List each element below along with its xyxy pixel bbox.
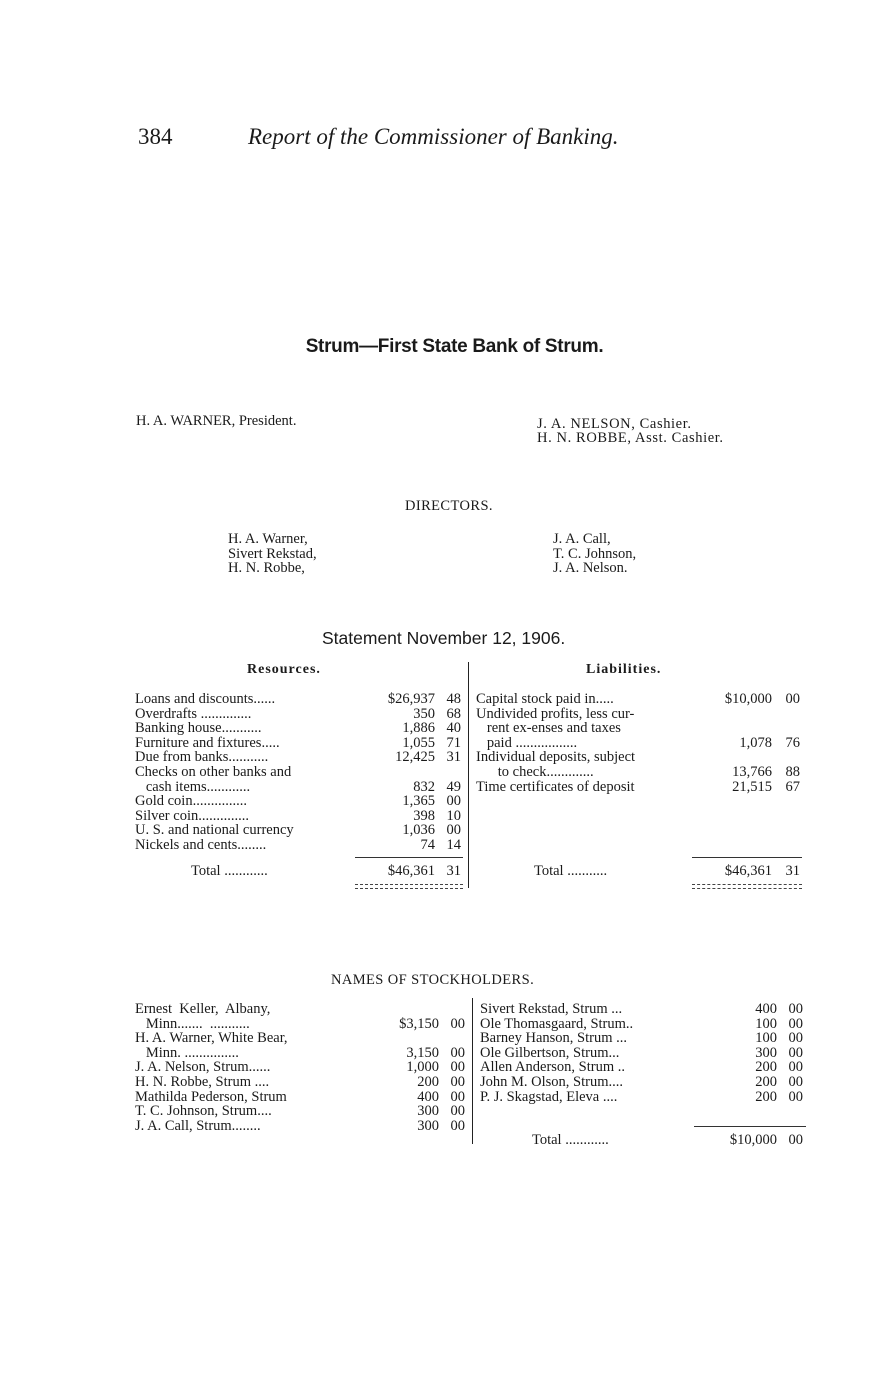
row-label: Ole Gilbertson, Strum... <box>480 1044 620 1061</box>
statement-title: Statement November 12, 1906. <box>322 628 566 648</box>
row-amount: 832 <box>413 778 435 795</box>
liability-row <box>476 721 806 736</box>
row-amount: $46,361 <box>724 863 772 879</box>
row-cents: 00 <box>446 822 461 839</box>
row-label: J. A. Call, Strum........ <box>135 1117 261 1134</box>
row-label: Silver coin.............. <box>135 807 249 824</box>
liability-row <box>476 750 806 765</box>
row-cents: 14 <box>446 836 461 853</box>
row-amount: $10,000 <box>729 1132 777 1148</box>
row-label: H. A. Warner, White Bear, <box>135 1030 288 1047</box>
row-amount: $26,937 <box>387 691 435 707</box>
liability-row <box>476 707 806 722</box>
liability-row <box>476 736 806 751</box>
row-label: Gold coin............... <box>135 793 247 810</box>
total-row <box>480 1133 807 1148</box>
asst-cashier-line: H. N. ROBBE, Asst. Cashier. <box>537 430 724 446</box>
stockholder-row <box>135 1104 469 1119</box>
row-amount: 300 <box>755 1044 777 1061</box>
row-cents: 00 <box>450 1088 465 1105</box>
directors-heading: DIRECTORS. <box>405 498 493 514</box>
page-number: 384 <box>138 124 173 149</box>
row-cents: 31 <box>446 749 461 766</box>
row-cents: 71 <box>446 734 461 751</box>
row-label: Ernest Keller, Albany, <box>135 1001 271 1017</box>
liabilities-total <box>476 864 806 879</box>
row-label: Allen Anderson, Strum .. <box>480 1059 625 1076</box>
row-cents: 68 <box>446 705 461 722</box>
directors-left <box>228 532 317 576</box>
row-cents: 00 <box>450 1117 465 1134</box>
row-label: Barney Hanson, Strum ... <box>480 1030 627 1047</box>
row-label: Furniture and fixtures..... <box>135 734 280 751</box>
row-amount: $3,150 <box>399 1015 439 1032</box>
row-cents: 67 <box>785 778 800 795</box>
row-amount: 400 <box>755 1001 777 1017</box>
row-amount: 400 <box>417 1088 439 1105</box>
row-amount: 100 <box>755 1030 777 1047</box>
row-label: Overdrafts .............. <box>135 705 252 722</box>
liabilities-double-rule <box>692 888 802 889</box>
row-amount: 1,000 <box>406 1059 439 1076</box>
row-cents: 00 <box>788 1001 803 1017</box>
director-name: H. A. Warner, <box>228 531 308 547</box>
resources-total <box>135 864 465 879</box>
resource-row <box>135 707 465 722</box>
resource-row <box>135 721 465 736</box>
row-cents: 00 <box>785 691 800 707</box>
row-cents: 00 <box>788 1059 803 1076</box>
row-cents: 31 <box>446 863 461 879</box>
row-label: Total ............ <box>532 1132 609 1148</box>
row-label: Loans and discounts...... <box>135 691 276 707</box>
director-name: Sivert Rekstad, <box>228 545 317 562</box>
row-amount: $10,000 <box>724 691 772 707</box>
row-cents: 76 <box>785 734 800 751</box>
row-amount: 200 <box>755 1073 777 1090</box>
row-label: Individual deposits, subject <box>476 749 636 766</box>
resources-list <box>135 692 465 853</box>
row-label: Time certificates of deposit <box>476 778 635 795</box>
row-amount: 1,365 <box>402 793 435 810</box>
resources-heading: Resources. <box>247 662 321 677</box>
stockholder-row <box>480 1046 807 1061</box>
resource-row <box>135 736 465 751</box>
resource-row <box>135 765 465 780</box>
stockholder-row <box>135 1119 469 1134</box>
row-label: Capital stock paid in..... <box>476 691 614 707</box>
row-amount: 12,425 <box>395 749 435 766</box>
row-cents: 00 <box>788 1132 803 1148</box>
row-amount: 1,078 <box>739 734 772 751</box>
row-amount: 398 <box>413 807 435 824</box>
row-cents: 00 <box>788 1015 803 1032</box>
stockholder-row <box>480 1017 807 1032</box>
row-label: H. N. Robbe, Strum .... <box>135 1073 270 1090</box>
row-cents: 00 <box>788 1073 803 1090</box>
stockholder-row <box>135 1060 469 1075</box>
liabilities-double-rule <box>692 884 802 885</box>
row-amount: 1,886 <box>402 720 435 737</box>
director-name: J. A. Call, <box>553 531 611 547</box>
row-cents: 49 <box>446 778 461 795</box>
liabilities-heading: Liabilities. <box>586 662 662 677</box>
stockholders-heading: NAMES OF STOCKHOLDERS. <box>331 972 535 988</box>
resources-total-rule <box>355 857 463 858</box>
row-label: Minn....... ........... <box>135 1015 250 1032</box>
row-label: paid ................. <box>476 734 578 751</box>
liability-row <box>476 765 806 780</box>
stockholders-total-rule <box>694 1126 806 1127</box>
total-row <box>476 864 806 879</box>
row-label: U. S. and national currency <box>135 822 294 839</box>
row-label: rent ex-enses and taxes <box>476 720 621 737</box>
row-label: Sivert Rekstad, Strum ... <box>480 1001 623 1017</box>
stockholder-row <box>135 1090 469 1105</box>
stockholder-row <box>480 1090 807 1105</box>
row-amount: 1,036 <box>402 822 435 839</box>
row-cents: 48 <box>446 691 461 707</box>
stockholder-row <box>480 1002 807 1017</box>
liability-row <box>476 780 806 795</box>
director-name: T. C. Johnson, <box>553 545 637 562</box>
row-cents: 00 <box>788 1044 803 1061</box>
row-amount: 74 <box>420 836 435 853</box>
resources-double-rule <box>355 884 463 885</box>
row-amount: 200 <box>417 1073 439 1090</box>
row-cents: 31 <box>785 863 800 879</box>
row-label: Mathilda Pederson, Strum <box>135 1088 287 1105</box>
cashier-line: J. A. NELSON, Cashier. <box>537 416 692 432</box>
row-amount: 300 <box>417 1117 439 1134</box>
row-amount: 1,055 <box>402 734 435 751</box>
row-amount: 13,766 <box>732 763 772 780</box>
row-cents: 10 <box>446 807 461 824</box>
resource-row <box>135 823 465 838</box>
row-cents: 00 <box>446 793 461 810</box>
stockholders-total <box>480 1133 807 1148</box>
row-label: John M. Olson, Strum.... <box>480 1073 624 1090</box>
director-name: J. A. Nelson. <box>553 560 628 577</box>
stockholder-row <box>135 1075 469 1090</box>
row-cents: 40 <box>446 720 461 737</box>
bank-title: Strum—First State Bank of Strum. <box>305 336 604 357</box>
row-label: cash items............ <box>135 778 251 795</box>
resources-double-rule <box>355 888 463 889</box>
stockholder-row <box>480 1060 807 1075</box>
row-label: Total ............ <box>191 863 268 879</box>
row-amount: 3,150 <box>406 1044 439 1061</box>
row-cents: 00 <box>788 1088 803 1105</box>
row-amount: 200 <box>755 1088 777 1105</box>
stockholder-row <box>135 1002 469 1017</box>
stockholders-right <box>480 1002 807 1104</box>
row-label: Checks on other banks and <box>135 763 292 780</box>
row-cents: 00 <box>450 1103 465 1120</box>
stockholder-row <box>480 1031 807 1046</box>
row-label: Due from banks........... <box>135 749 269 766</box>
total-row <box>135 864 465 879</box>
stockholder-row <box>135 1031 469 1046</box>
running-title: Report of the Commissioner of Banking. <box>248 124 619 149</box>
stockholders-divider <box>472 998 473 1144</box>
liabilities-total-rule <box>692 857 802 858</box>
resource-row <box>135 794 465 809</box>
row-label: Total ........... <box>534 863 608 879</box>
row-cents: 00 <box>450 1059 465 1076</box>
row-label: to check............. <box>476 763 594 780</box>
stockholders-left <box>135 1002 469 1133</box>
row-cents: 00 <box>450 1073 465 1090</box>
resource-row <box>135 750 465 765</box>
stockholder-row <box>480 1075 807 1090</box>
row-label: J. A. Nelson, Strum...... <box>135 1059 271 1076</box>
row-cents: 00 <box>450 1015 465 1032</box>
row-label: Banking house........... <box>135 720 262 737</box>
row-label: P. J. Skagstad, Eleva .... <box>480 1088 618 1105</box>
row-label: Ole Thomasgaard, Strum.. <box>480 1015 634 1032</box>
resource-row <box>135 692 465 707</box>
row-cents: 00 <box>788 1030 803 1047</box>
liabilities-list <box>476 692 806 794</box>
row-label: Minn. ............... <box>135 1044 239 1061</box>
row-amount: 21,515 <box>732 778 772 795</box>
resource-row <box>135 780 465 795</box>
stockholder-row <box>135 1017 469 1032</box>
row-label: Nickels and cents........ <box>135 836 267 853</box>
row-amount: 300 <box>417 1103 439 1120</box>
statement-divider <box>468 662 469 888</box>
row-amount: $46,361 <box>387 863 435 879</box>
director-name: H. N. Robbe, <box>228 560 305 577</box>
row-amount: 100 <box>755 1015 777 1032</box>
row-label: Undivided profits, less cur- <box>476 705 635 722</box>
directors-right <box>553 532 636 576</box>
row-amount: 350 <box>413 705 435 722</box>
liability-row <box>476 692 806 707</box>
row-amount: 200 <box>755 1059 777 1076</box>
president-line: H. A. WARNER, President. <box>136 413 297 429</box>
resource-row <box>135 809 465 824</box>
stockholder-row <box>135 1046 469 1061</box>
resource-row <box>135 838 465 853</box>
row-label: T. C. Johnson, Strum.... <box>135 1103 272 1120</box>
row-cents: 00 <box>450 1044 465 1061</box>
row-cents: 88 <box>785 763 800 780</box>
